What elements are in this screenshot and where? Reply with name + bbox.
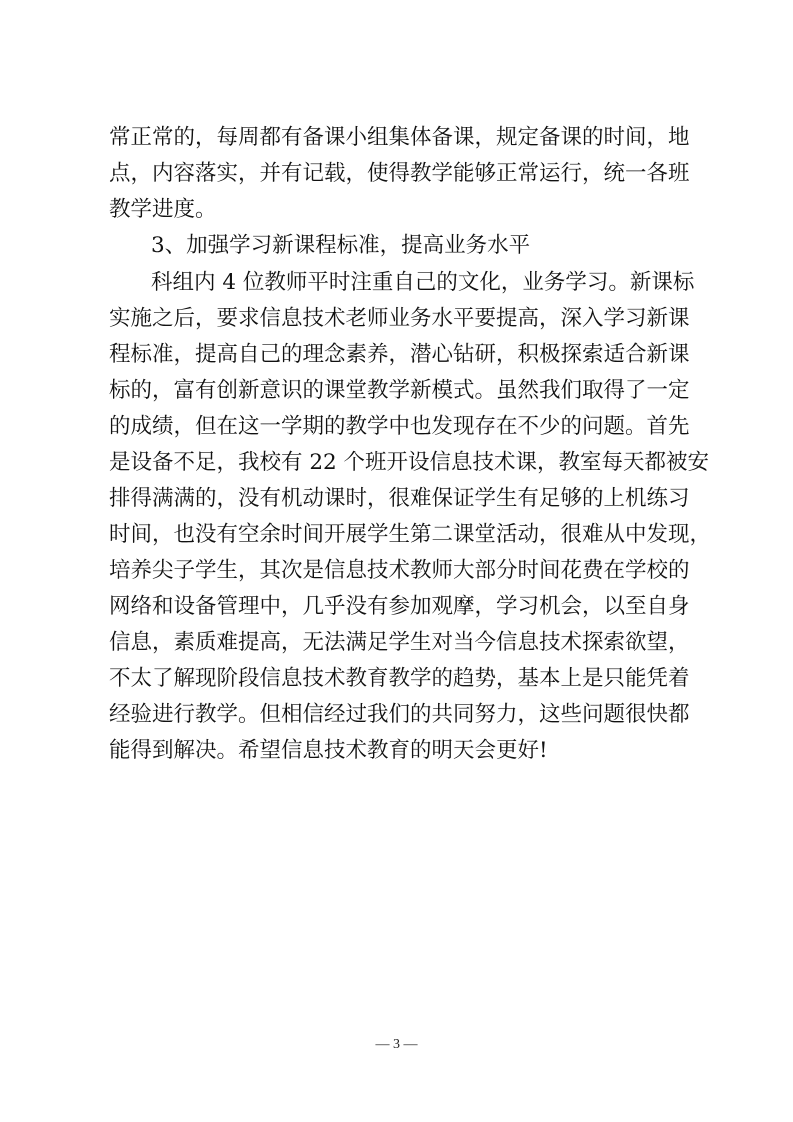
section-heading: 3、加强学习新课程标准，提高业务水平	[151, 233, 531, 258]
paragraph-line: 是设备不足，我校有 22 个班开设信息技术课，教室每天都被安	[109, 450, 710, 475]
paragraph-line: 教学进度。	[109, 197, 217, 222]
paragraph-line: 常正常的，每周都有备课小组集体备课，规定备课的时间，地	[109, 125, 690, 150]
paragraph-line: 科组内 4 位教师平时注重自己的文化，业务学习。新课标	[151, 270, 695, 295]
paragraph-line: 程标准，提高自己的理念素养，潜心钻研，积极探索适合新课	[109, 342, 690, 367]
paragraph-line: 时间，也没有空余时间开展学生第二课堂活动，很难从中发现，	[109, 522, 712, 547]
paragraph-line: 能得到解决。希望信息技术教育的明天会更好!	[109, 738, 548, 763]
paragraph-line: 网络和设备管理中，几乎没有参加观摩，学习机会，以至自身	[109, 594, 690, 619]
paragraph-line: 培养尖子学生，其次是信息技术教师大部分时间花费在学校的	[109, 558, 690, 583]
paragraph-line: 的成绩，但在这一学期的教学中也发现存在不少的问题。首先	[109, 414, 690, 439]
paragraph-line: 点，内容落实，并有记载，使得教学能够正常运行，统一各班	[109, 161, 690, 186]
paragraph-line: 信息，素质难提高，无法满足学生对当今信息技术探索欲望，	[109, 630, 690, 655]
paragraph-line: 排得满满的，没有机动课时，很难保证学生有足够的上机练习	[109, 486, 690, 511]
page-number: — 3 —	[375, 1037, 418, 1052]
paragraph-line: 标的，富有创新意识的课堂教学新模式。虽然我们取得了一定	[109, 378, 690, 403]
paragraph-line: 不太了解现阶段信息技术教育教学的趋势，基本上是只能凭着	[109, 666, 690, 691]
paragraph-line: 实施之后，要求信息技术老师业务水平要提高，深入学习新课	[109, 306, 690, 331]
paragraph-line: 经验进行教学。但相信经过我们的共同努力，这些问题很快都	[109, 702, 690, 727]
